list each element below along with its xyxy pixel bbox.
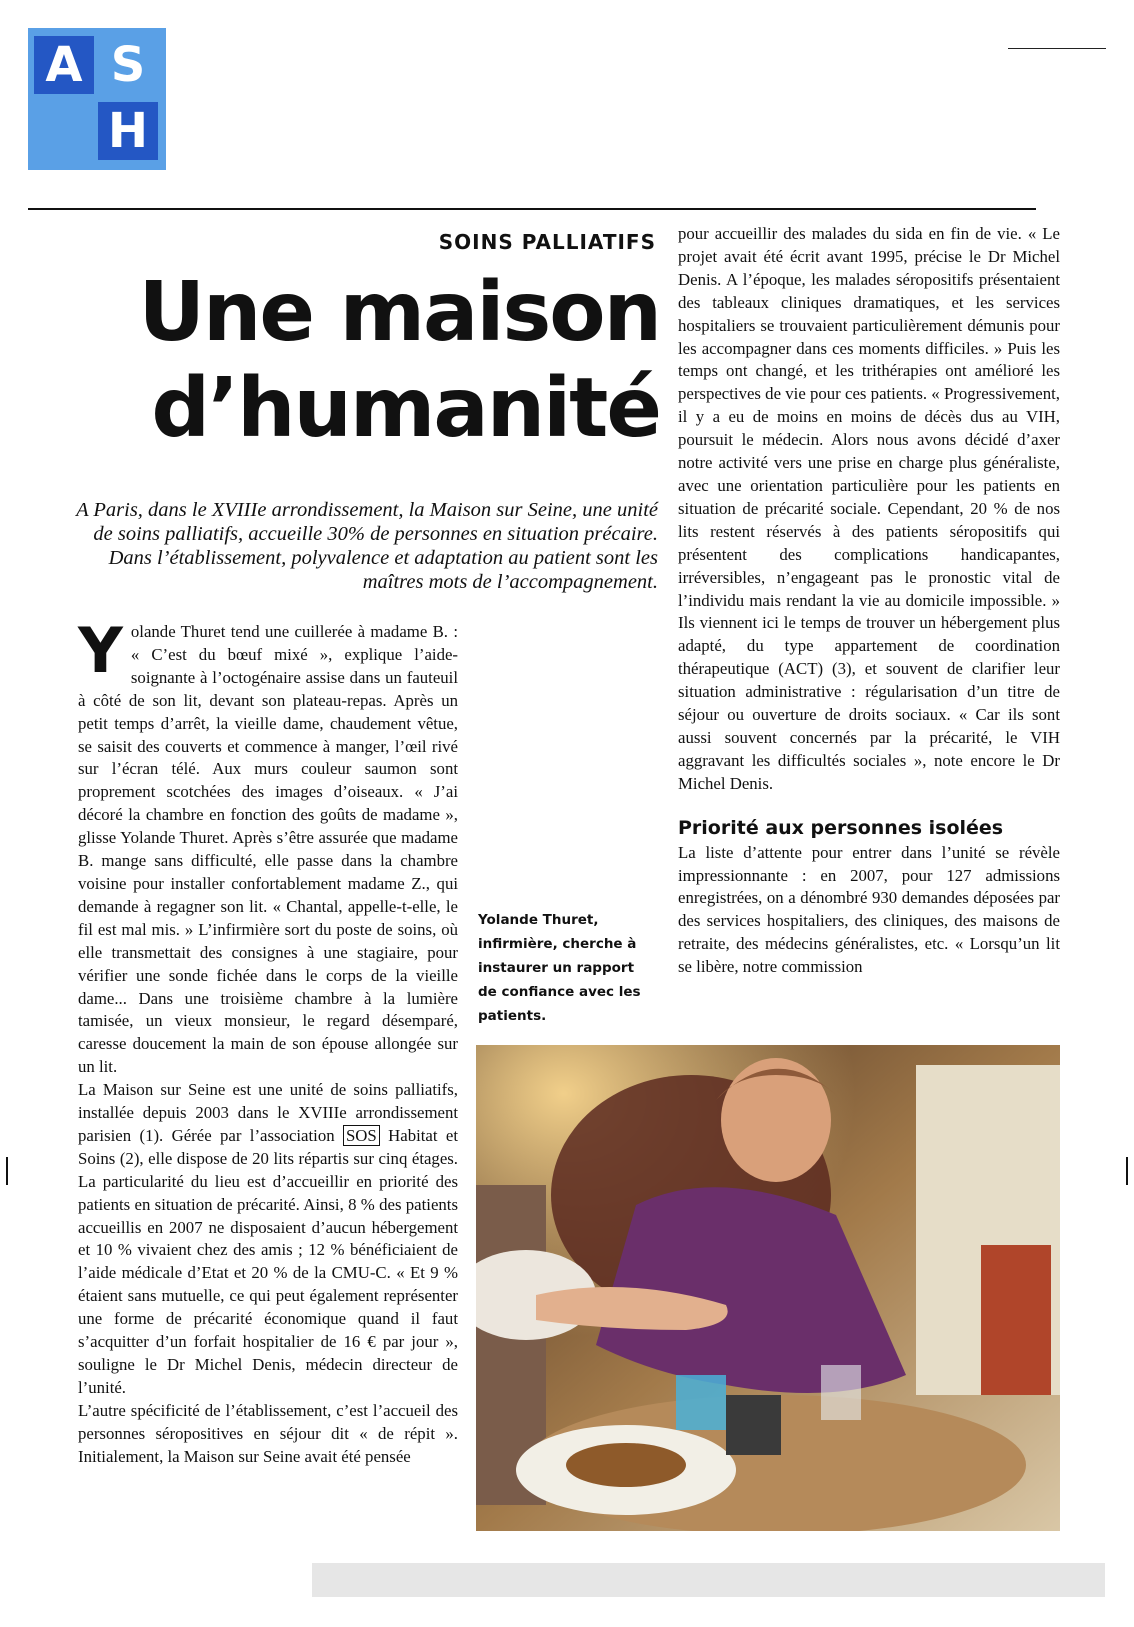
top-right-rule <box>1008 48 1106 49</box>
dropcap: Y <box>78 614 123 687</box>
right-column <box>678 223 1060 979</box>
title-line-2: d’humanité <box>151 361 660 456</box>
paragraph-4: pour accueillir des malades du sida en fin de vie. « Le projet avait été écrit avant 1995, précise le Dr Michel Denis. A l’époque, les malades séropositifs présentaient des tableaux cliniques dramatiques, et les services hospitaliers se trouvaient particulièrement démunis pour les accompagner dans ces moments difficiles. » Puis les temps ont changé, et les trithérapies ont amélioré les perspectives de vie pour ces patients. « Progressivement, il y a eu de moins en moins de décès dus au VIH, poursuit le médecin. Alors nous avons décidé d’axer notre activité vers une prise en charge plus généraliste, avec une orientation particulière pour les patients en situation de précarité sociale. Cependant, 20 % de nos lits restent réservés à des patients séropositifs qui présentent des complications handicapantes, irréversibles, n’engageant pas le pronostic vital de l’individu mais rendant la vie au domicile impossible. » Ils viennent ici le temps de trouver un hébergement plus adapté, du type appartement de coordination thérapeutique (ACT) (3), et souvent de clarifier leur situation administrative : régularisation d’un titre de séjour ou ouverture de droits sociaux. « Car ils sont aussi souvent concernés par la précarité, le VIH aggravant les difficultés sociales », note encore le Dr Michel Denis. <box>678 224 1060 793</box>
article-lede: A Paris, dans le XVIIIe arrondissement, la Maison sur Seine, une unité de soins palliatifs, accueille 30% de personnes en situation précaire. Dans l’établissement, polyvalence et adaptation au patient sont les maîtres mots de l’accompagnement. <box>76 499 658 593</box>
photo-caption: Yolande Thuret, infirmière, cherche à instaurer un rapport de confiance avec les patients. <box>478 912 641 1024</box>
boxed-word: SOS <box>343 1125 380 1146</box>
footer-bar <box>312 1563 1105 1597</box>
paragraph-5: La liste d’attente pour entrer dans l’unité se révèle impressionnante : en 2007, pour 127 admissions enregistrées, on a dénombré 930 demandes déposées par des services hospitaliers, des cliniques, des maisons de retraite, des médecins généralistes, etc. « Lorsqu’un lit se libère, notre commission <box>678 842 1060 977</box>
paragraph-2-after: Habitat et Soins (2), elle dispose de 20 lits répartis sur cinq étages. La particularité du lieu est d’accueillir en priorité des patients en situation de précarité. Ainsi, 8 % des patients accueillis en 2007 ne disposaient d’aucun hébergement et 10 % vivaient chez des amis ; 12 % bénéficiaient de l’aide médicale d’Etat et 20 % de la CMU-C. « Et 9 % étaient sans mutuelle, ce qui peut également représenter une forme de précarité économique quand il faut s’acquitter d’un forfait hospitalier de 16 € par jour », souligne le Dr Michel Denis, médecin directeur de l’unité. <box>78 1125 458 1397</box>
crop-mark-right <box>1126 1157 1128 1185</box>
paragraph-2-before: La Maison sur Seine est une unité de soins palliatifs, installée depuis 2003 dans le XVIIIe arrondissement parisien (1). Gérée par l’association <box>78 1080 458 1145</box>
subheading: Priorité aux personnes isolées <box>678 816 1004 839</box>
paragraph-2 <box>78 1079 458 1400</box>
header-rule <box>28 208 1036 210</box>
section-kicker: SOINS PALLIATIFS <box>438 230 656 254</box>
paragraph-3: L’autre spécificité de l’établissement, c’est l’accueil des personnes séropositives en séjour dit « de répit ». Initialement, la Maison sur Seine avait été pensée <box>78 1400 458 1466</box>
article-photo <box>476 1045 1060 1531</box>
logo-letter-h: H <box>98 102 158 160</box>
left-column <box>78 614 458 1469</box>
crop-mark-left <box>6 1157 8 1185</box>
article-title <box>60 265 660 457</box>
paragraph-1 <box>78 614 458 1079</box>
title-line-1: Une maison <box>138 265 660 360</box>
paragraph-1-text: olande Thuret tend une cuillerée à madame B. : « C’est du bœuf mixé », explique l’aide-soignante à l’octogénaire assise dans un fauteuil à côté de son lit, devant son plateau-repas. Après un petit temps d’arrêt, la vieille dame, chaudement vêtue, se saisit des couverts et commence à manger, l’œil rivé sur l’écran télé. Aux murs couleur saumon sont proprement scotchées des images d’oiseaux. « J’ai décoré la chambre en fonction des goûts de madame », glisse Yolande Thuret. Après s’être assurée que madame B. mange sans difficulté, elle passe dans la chambre voisine pour installer confortablement madame Z., qui demande à regagner son lit. « Chantal, appelle-t-elle, le fil est mal mis. » L’infirmière sort du poste de soins, où elle transmettait des consignes à une stagiaire, pour vérifier une sonde fichée dans le corps de la vieille dame... Dans une troisième chambre à la lumière tamisée, un vieux monsieur, le regard désemparé, caresse doucement la main de son épouse allongée sur un lit. <box>78 622 458 1077</box>
ash-logo <box>28 28 166 170</box>
logo-letter-s: S <box>98 36 158 94</box>
logo-letter-a: A <box>34 36 94 94</box>
